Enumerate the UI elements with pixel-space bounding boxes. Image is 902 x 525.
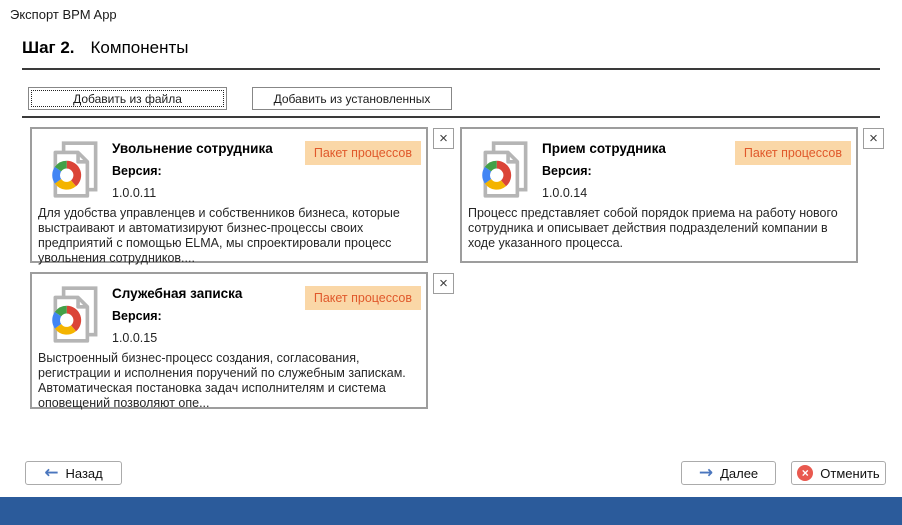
step-number: Шаг 2. [22,38,75,57]
add-from-file-button[interactable]: Добавить из файла [28,87,227,110]
next-button-label: Далее [720,465,759,481]
version-value: 1.0.0.15 [112,331,158,345]
component-card-uvolnenie [30,127,428,263]
page-title: Компоненты [90,38,189,57]
card-title: Прием сотрудника [542,141,666,156]
cancel-button[interactable] [791,461,886,485]
next-arrow-icon: → [698,462,714,483]
version-value: 1.0.0.11 [112,186,157,200]
version-value: 1.0.0.14 [542,186,588,200]
version-label: Версия: [112,164,162,178]
package-type-badge: Пакет процессов [305,286,421,310]
header-separator-line [22,68,880,70]
window-title: Экспорт BPM App [10,7,117,22]
remove-card-button[interactable]: × [433,273,454,294]
back-arrow-icon: ← [44,462,59,483]
process-package-icon [477,138,535,205]
next-button[interactable] [681,461,776,485]
card-description: Выстроенный бизнес-процесс создания, согласования, регистрации и исполнения поручений по служебным запискам. Автоматическая постановка задач исполнителям и система оповещений позволяют опе... [38,351,406,410]
card-description: Процесс представляет собой порядок приема на работу нового сотрудника и описывает действия подразделений компании в ходе указанного процесса. [468,206,838,250]
footer-accent-bar [0,497,902,525]
cancel-icon: × [797,465,813,481]
card-description: Для удобства управленцев и собственников бизнеса, которые выстраивают и автоматизируют бизнес-процессы своих предприятий с помощью ELMA, мы спроектировали процесс увольнения сотрудников.... [38,206,400,265]
cancel-button-label: Отменить [820,465,880,481]
remove-card-button[interactable]: × [863,128,884,149]
version-label: Версия: [112,309,162,323]
version-label: Версия: [542,164,592,178]
component-card-priem [460,127,858,263]
remove-card-button[interactable]: × [433,128,454,149]
card-title: Служебная записка [112,286,243,301]
process-package-icon [47,138,105,205]
step-header [22,38,188,58]
process-package-icon [47,283,105,350]
package-type-badge: Пакет процессов [735,141,851,165]
back-button-label: Назад [65,465,103,481]
toolbar-separator-line [22,116,880,118]
component-card-zapiska [30,272,428,409]
add-from-installed-button[interactable]: Добавить из установленных [252,87,452,110]
back-button[interactable] [25,461,122,485]
card-title: Увольнение сотрудника [112,141,273,156]
package-type-badge: Пакет процессов [305,141,421,165]
